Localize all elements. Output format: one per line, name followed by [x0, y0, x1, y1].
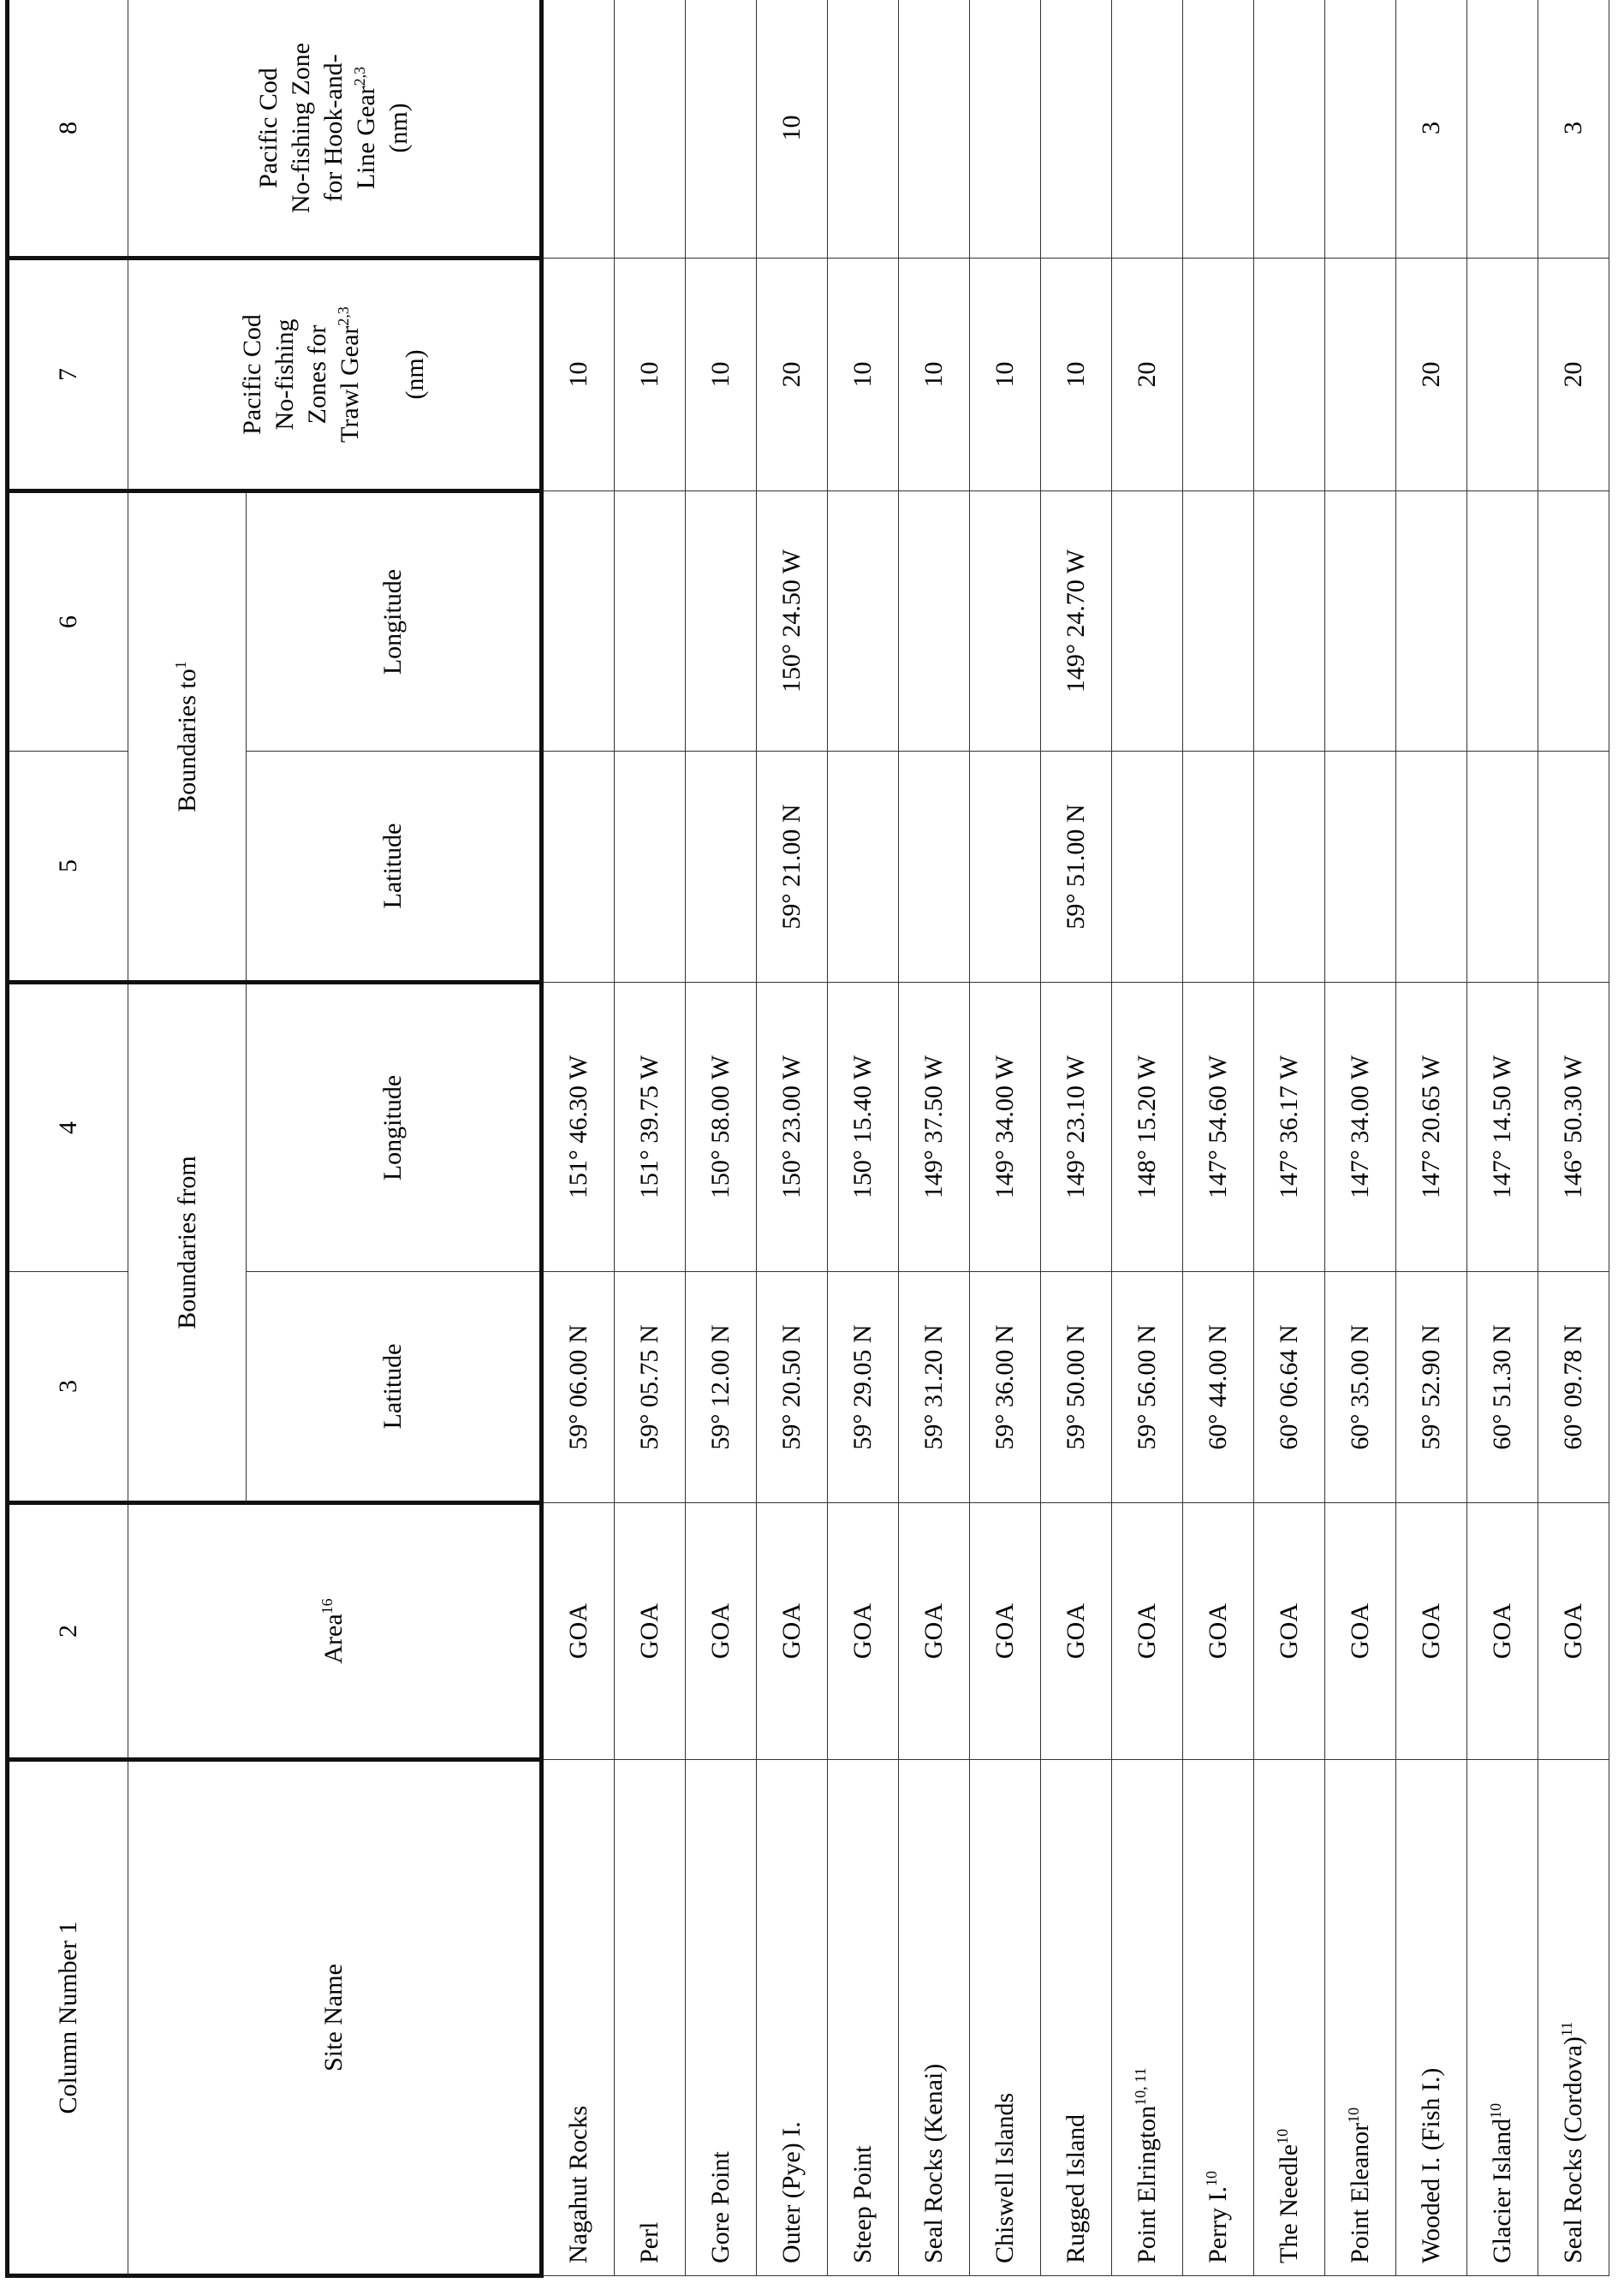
- from-latitude-cell: 60° 35.00 N: [1325, 1272, 1396, 1503]
- site-name-cell: [542, 1760, 615, 2276]
- area-cell: GOA: [1396, 1503, 1467, 1760]
- trawl-gear-cell: 10: [542, 259, 615, 491]
- site-name-cell: [828, 1760, 899, 2276]
- site-name-text: Perl: [635, 2221, 663, 2263]
- to-latitude-cell: [542, 752, 615, 983]
- to-latitude-cell: [686, 752, 757, 983]
- site-name-text: Chiswell Islands: [990, 2092, 1019, 2263]
- area-cell: GOA: [970, 1503, 1041, 1760]
- trawl-gear-cell: 10: [828, 259, 899, 491]
- to-longitude-cell: [1112, 491, 1183, 752]
- to-longitude-cell: [1325, 491, 1396, 752]
- trawl-gear-cell: 10: [1041, 259, 1112, 491]
- site-name-text: Seal Rocks (Cordova): [1559, 2036, 1587, 2263]
- from-longitude-cell: 151° 46.30 W: [542, 983, 615, 1272]
- from-longitude-cell: 147° 14.50 W: [1467, 983, 1538, 1272]
- footnote-marker: 10: [1203, 2171, 1220, 2187]
- site-name-text: Nagahut Rocks: [564, 2105, 592, 2263]
- area-cell: GOA: [1538, 1503, 1609, 1760]
- header-area: Area$^{16}$: [128, 1503, 542, 1760]
- from-longitude-cell: 146° 50.30 W: [1538, 983, 1609, 1272]
- table-row: [899, 0, 970, 2276]
- hook-and-line-gear-cell: [1325, 0, 1396, 259]
- area-cell: GOA: [1325, 1503, 1396, 1760]
- from-latitude-cell: 59° 36.00 N: [970, 1272, 1041, 1503]
- from-latitude-cell: 60° 09.78 N: [1538, 1272, 1609, 1503]
- hook-and-line-gear-cell: [686, 0, 757, 259]
- to-longitude-cell: [970, 491, 1041, 752]
- footnote-marker: 10: [1487, 2102, 1504, 2119]
- from-latitude-cell: 59° 12.00 N: [686, 1272, 757, 1503]
- hook-and-line-gear-cell: 3: [1538, 0, 1609, 259]
- trawl-gear-cell: 10: [615, 259, 686, 491]
- header-boundaries-to: Boundaries $to^1$: [128, 491, 247, 983]
- area-cell: GOA: [615, 1503, 686, 1760]
- site-name-text: Point Elrington: [1133, 2105, 1161, 2263]
- from-longitude-cell: 150° 15.40 W: [828, 983, 899, 1272]
- column-number-4: 4: [8, 983, 128, 1272]
- area-cell: GOA: [899, 1503, 970, 1760]
- to-longitude-cell: [686, 491, 757, 752]
- hook-and-line-gear-cell: [899, 0, 970, 259]
- to-longitude-cell: [1538, 491, 1609, 752]
- column-number-6: 6: [8, 491, 128, 752]
- footnote-marker: 11: [1558, 2021, 1575, 2037]
- trawl-gear-cell: 20: [1112, 259, 1183, 491]
- area-cell: GOA: [1112, 1503, 1183, 1760]
- column-number-2: 2: [8, 1503, 128, 1760]
- table-row: [1254, 0, 1325, 2276]
- to-longitude-cell: [1467, 491, 1538, 752]
- site-name-text: Steep Point: [848, 2145, 877, 2263]
- area-cell: GOA: [1041, 1503, 1112, 1760]
- site-name-cell: [899, 1760, 970, 2276]
- hook-and-line-gear-cell: [1254, 0, 1325, 259]
- to-longitude-cell: [542, 491, 615, 752]
- hook-and-line-gear-cell: [970, 0, 1041, 259]
- haulout-sites-table: [5, 0, 1609, 2278]
- from-longitude-cell: 147° 34.00 W: [1325, 983, 1396, 1272]
- trawl-gear-cell: [1325, 259, 1396, 491]
- header-from-longitude: Longitude: [247, 983, 542, 1272]
- to-longitude-cell: [615, 491, 686, 752]
- hook-and-line-gear-cell: [615, 0, 686, 259]
- trawl-gear-cell: 10: [686, 259, 757, 491]
- site-name-text: Perry I.: [1204, 2186, 1232, 2263]
- from-latitude-cell: 59° 50.00 N: [1041, 1272, 1112, 1503]
- area-cell: GOA: [1183, 1503, 1254, 1760]
- header-to-latitude: Latitude: [247, 752, 542, 983]
- site-name-text: The Needle: [1275, 2143, 1303, 2263]
- trawl-gear-cell: 20: [1538, 259, 1609, 491]
- from-longitude-cell: 150° 58.00 W: [686, 983, 757, 1272]
- header-trawl-gear: Pacific Cod No-fishing Zones for Trawl Gear$^{2,3}$ (nm): [128, 259, 542, 491]
- area-cell: GOA: [757, 1503, 828, 1760]
- site-name-cell: [1538, 1760, 1609, 2276]
- from-latitude-cell: 60° 44.00 N: [1183, 1272, 1254, 1503]
- table-row: [542, 0, 615, 2276]
- site-name-cell: [970, 1760, 1041, 2276]
- header-from-latitude: Latitude: [247, 1272, 542, 1503]
- area-cell: GOA: [828, 1503, 899, 1760]
- trawl-gear-cell: 10: [899, 259, 970, 491]
- site-name-cell: [686, 1760, 757, 2276]
- to-longitude-cell: [1254, 491, 1325, 752]
- to-latitude-cell: [1396, 752, 1467, 983]
- to-latitude-cell: [899, 752, 970, 983]
- to-longitude-cell: 149° 24.70 W: [1041, 491, 1112, 752]
- table-row: [615, 0, 686, 2276]
- column-number-8: 8: [8, 0, 128, 259]
- from-latitude-cell: 59° 05.75 N: [615, 1272, 686, 1503]
- from-longitude-cell: 149° 37.50 W: [899, 983, 970, 1272]
- trawl-gear-cell: 20: [757, 259, 828, 491]
- to-latitude-cell: 59° 21.00 N: [757, 752, 828, 983]
- table-row: [757, 0, 828, 2276]
- hook-and-line-gear-cell: [1041, 0, 1112, 259]
- site-name-cell: [1112, 1760, 1183, 2276]
- site-name-text: Glacier Island: [1488, 2118, 1516, 2263]
- footnote-marker: 10: [1345, 2107, 1362, 2123]
- hook-and-line-gear-cell: 10: [757, 0, 828, 259]
- table-row: [1183, 0, 1254, 2276]
- to-latitude-cell: 59° 51.00 N: [1041, 752, 1112, 983]
- table-row: [1467, 0, 1538, 2276]
- site-name-cell: [757, 1760, 828, 2276]
- from-longitude-cell: 147° 54.60 W: [1183, 983, 1254, 1272]
- site-name-cell: [1396, 1760, 1467, 2276]
- trawl-gear-cell: 10: [970, 259, 1041, 491]
- site-name-text: Wooded I. (Fish I.): [1417, 2067, 1445, 2263]
- site-name-text: Point Eleanor: [1346, 2122, 1374, 2263]
- header-site-name: Site Name: [128, 1760, 542, 2276]
- to-longitude-cell: [1183, 491, 1254, 752]
- from-latitude-cell: 59° 31.20 N: [899, 1272, 970, 1503]
- to-longitude-cell: 150° 24.50 W: [757, 491, 828, 752]
- table-body: [542, 0, 1609, 2276]
- to-longitude-cell: [1396, 491, 1467, 752]
- site-name-cell: [1467, 1760, 1538, 2276]
- area-cell: GOA: [1467, 1503, 1538, 1760]
- header-boundaries-from: Boundaries from: [128, 983, 247, 1503]
- trawl-gear-cell: 20: [1396, 259, 1467, 491]
- from-longitude-cell: 150° 23.00 W: [757, 983, 828, 1272]
- trawl-gear-cell: [1467, 259, 1538, 491]
- to-latitude-cell: [1325, 752, 1396, 983]
- trawl-gear-cell: [1183, 259, 1254, 491]
- table-row: [1396, 0, 1467, 2276]
- from-latitude-cell: 59° 52.90 N: [1396, 1272, 1467, 1503]
- table-row: [970, 0, 1041, 2276]
- to-latitude-cell: [1183, 752, 1254, 983]
- footnote-marker: 10: [1274, 2128, 1291, 2144]
- hook-and-line-gear-cell: [1183, 0, 1254, 259]
- table-header: [8, 0, 542, 2276]
- from-longitude-cell: 147° 20.65 W: [1396, 983, 1467, 1272]
- hook-and-line-gear-cell: [542, 0, 615, 259]
- from-longitude-cell: 148° 15.20 W: [1112, 983, 1183, 1272]
- column-number-7: 7: [8, 259, 128, 491]
- to-longitude-cell: [899, 491, 970, 752]
- header-hook-and-line-gear: Pacific Cod No-fishing Zone for Hook-and- Line Gear$^{2,3}$ (nm): [128, 0, 542, 259]
- site-name-cell: [1254, 1760, 1325, 2276]
- footnote-marker: 10, 11: [1132, 2067, 1149, 2106]
- area-cell: GOA: [1254, 1503, 1325, 1760]
- to-latitude-cell: [615, 752, 686, 983]
- from-longitude-cell: 147° 36.17 W: [1254, 983, 1325, 1272]
- site-name-cell: [1183, 1760, 1254, 2276]
- site-name-cell: [615, 1760, 686, 2276]
- from-latitude-cell: 59° 06.00 N: [542, 1272, 615, 1503]
- header-to-longitude: Longitude: [247, 491, 542, 752]
- from-longitude-cell: 149° 23.10 W: [1041, 983, 1112, 1272]
- area-cell: GOA: [686, 1503, 757, 1760]
- column-number-5: 5: [8, 752, 128, 983]
- table-row: [1041, 0, 1112, 2276]
- site-name-text: Outer (Pye) I.: [777, 2121, 806, 2263]
- from-latitude-cell: 59° 29.05 N: [828, 1272, 899, 1503]
- to-latitude-cell: [1538, 752, 1609, 983]
- table-row: [1538, 0, 1609, 2276]
- area-cell: GOA: [542, 1503, 615, 1760]
- hook-and-line-gear-cell: [828, 0, 899, 259]
- table-row: [1112, 0, 1183, 2276]
- column-number-1: Column Number 1: [8, 1760, 128, 2276]
- to-latitude-cell: [1112, 752, 1183, 983]
- site-name-cell: [1325, 1760, 1396, 2276]
- hook-and-line-gear-cell: 3: [1396, 0, 1467, 259]
- table-row: [828, 0, 899, 2276]
- hook-and-line-gear-cell: [1467, 0, 1538, 259]
- from-longitude-cell: 151° 39.75 W: [615, 983, 686, 1272]
- to-latitude-cell: [1467, 752, 1538, 983]
- trawl-gear-cell: [1254, 259, 1325, 491]
- site-name-text: Gore Point: [706, 2151, 735, 2263]
- hook-and-line-gear-cell: [1112, 0, 1183, 259]
- site-name-cell: [1041, 1760, 1112, 2276]
- table-row: [686, 0, 757, 2276]
- to-longitude-cell: [828, 491, 899, 752]
- to-latitude-cell: [970, 752, 1041, 983]
- from-latitude-cell: 59° 56.00 N: [1112, 1272, 1183, 1503]
- site-name-text: Seal Rocks (Kenai): [919, 2063, 948, 2263]
- from-latitude-cell: 60° 06.64 N: [1254, 1272, 1325, 1503]
- column-number-3: 3: [8, 1272, 128, 1503]
- from-latitude-cell: 59° 20.50 N: [757, 1272, 828, 1503]
- site-name-text: Rugged Island: [1062, 2114, 1090, 2263]
- to-latitude-cell: [1254, 752, 1325, 983]
- table-row: [1325, 0, 1396, 2276]
- from-latitude-cell: 60° 51.30 N: [1467, 1272, 1538, 1503]
- from-longitude-cell: 149° 34.00 W: [970, 983, 1041, 1272]
- to-latitude-cell: [828, 752, 899, 983]
